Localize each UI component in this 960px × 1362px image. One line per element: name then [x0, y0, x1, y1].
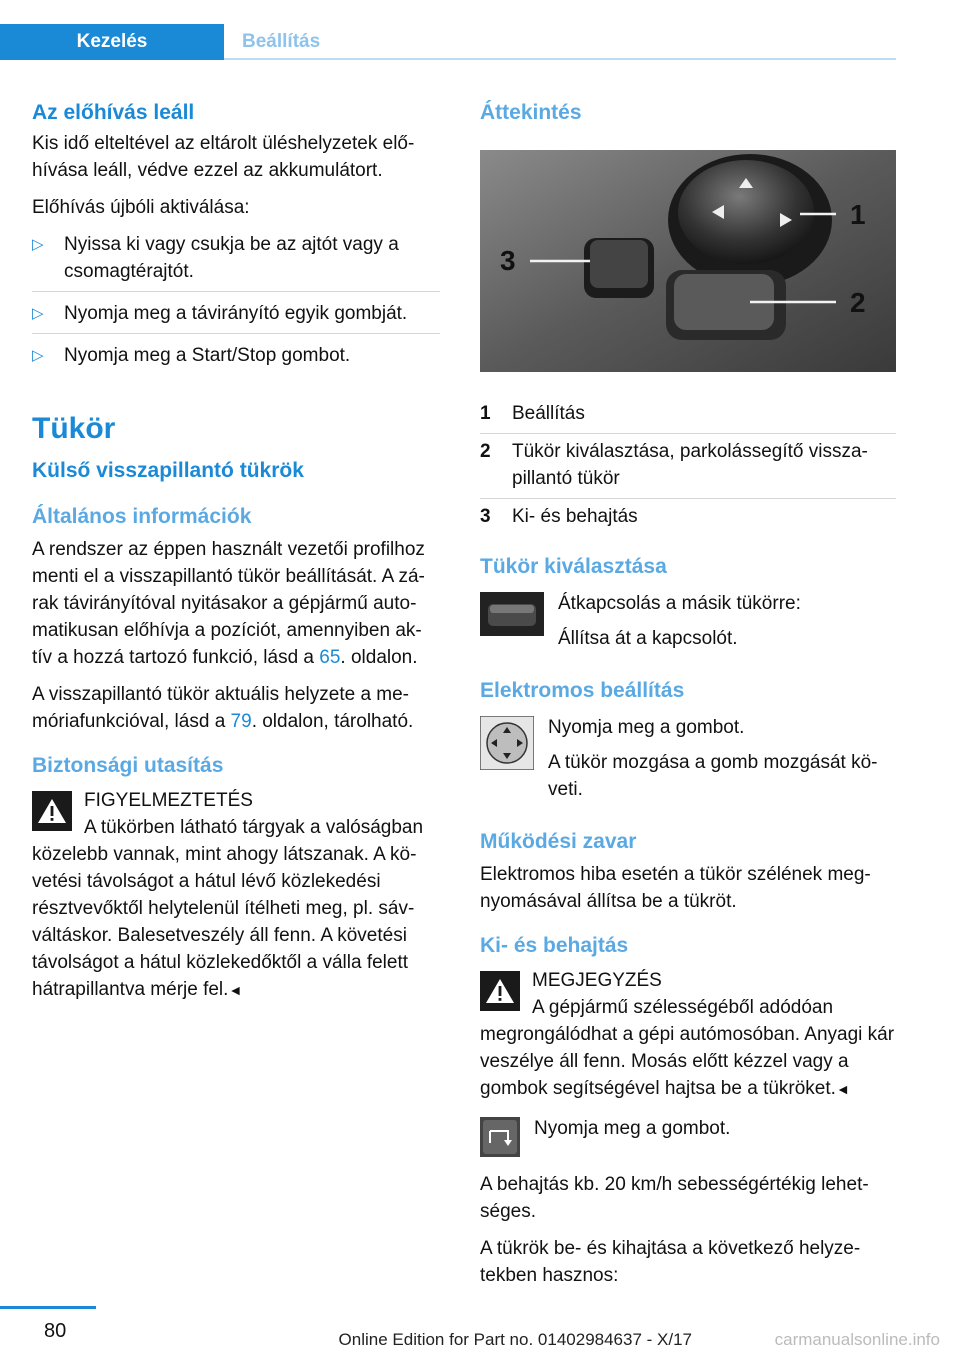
triangle-bullet-icon: ▷ — [32, 236, 44, 253]
section-title-kulso: Külső visszapillantó tükrök — [32, 459, 304, 482]
header-rule — [224, 58, 896, 60]
page-link-65[interactable]: 65 — [319, 647, 341, 668]
step-list — [32, 231, 440, 375]
warning-title: FIGYELMEZTETÉS — [84, 790, 253, 811]
paragraph: Átkapcsolás a másik tükörre: — [558, 593, 801, 614]
tab-kezeles[interactable]: Kezelés — [0, 24, 224, 60]
section-title-biztonsagi: Biztonsági utasítás — [32, 754, 224, 777]
triangle-bullet-icon: ▷ — [32, 347, 44, 364]
triangle-bullet-icon: ▷ — [32, 305, 44, 322]
end-mark: ◄ — [835, 1081, 850, 1097]
note-block — [480, 967, 896, 1103]
mirror-selector-switch-icon — [480, 592, 544, 636]
photo-label-1: 1 — [850, 199, 866, 230]
warning-triangle-icon — [32, 791, 72, 831]
section-title-attekintes: Áttekintés — [480, 101, 582, 124]
end-mark: ◄ — [228, 982, 243, 998]
paragraph: Elektromos hiba esetén a tükör szélének meg-nyomásával állítsa be a tükröt. — [480, 864, 871, 912]
paragraph: A behajtás kb. 20 km/h sebességértékig lehet-séges. — [480, 1174, 869, 1222]
selector-block — [480, 590, 896, 660]
note-text: A gépjármű szélességéből adódóan megrongálódhat a gépi autómosóban. Anyagi kár veszélye áll fenn. Mosás előtt kézzel vagy a gombok segítségével hajtsa be a tükröket. — [480, 997, 895, 1099]
mirror-control-photo — [480, 150, 896, 372]
adjust-block — [480, 714, 896, 811]
warning-triangle-icon — [480, 971, 520, 1011]
fold-button-block — [480, 1115, 896, 1157]
footer-rule — [0, 1306, 96, 1309]
paragraph: Állítsa át a kapcsolót. — [558, 628, 738, 649]
section-title-altalanos: Általános információk — [32, 505, 252, 528]
photo-label-2: 2 — [850, 287, 866, 318]
list-item: ▷ Nyomja meg a Start/Stop gombot. — [32, 342, 440, 375]
warning-text: A tükörben látható tárgyak a valóságban közelebb vannak, mint ahogy látszanak. A kö-vetési távolságot a hátul lévő közlekedési résztvevőktől helytelenül ítélheti meg, pl. sáv-váltáskor. Balesetveszély áll fenn. A követési távolságot a hátul közlekedőktől a válla felett hátrapillantva mérje fel. — [32, 817, 424, 1000]
paragraph: Kis idő elteltével az eltárolt üléshelyzetek elő-hívása leáll, védve ezzel az akkumulátort. — [32, 133, 415, 181]
mirror-adjust-knob-icon — [480, 716, 534, 770]
edition-text: Online Edition for Part no. 01402984637 - X/17 — [338, 1330, 692, 1349]
page-link-79[interactable]: 79 — [230, 711, 252, 732]
note-title: MEGJEGYZÉS — [532, 970, 662, 991]
paragraph: Előhívás újbóli aktiválása: — [32, 197, 250, 218]
paragraph: Nyomja meg a gombot. — [548, 717, 745, 738]
list-item: ▷ Nyomja meg a távirányító egyik gombját. — [32, 300, 440, 334]
page-number: 80 — [44, 1320, 67, 1342]
header-tabs — [0, 24, 320, 60]
paragraph: A visszapillantó tükör aktuális helyzete a me-móriafunkcióval, lásd a 79. oldalon, tárolható. — [32, 684, 414, 732]
mirror-fold-button-icon — [480, 1117, 520, 1157]
paragraph: A rendszer az éppen használt vezetői profilhoz menti el a visszapillantó tükör beállítását. A zá-rak távirányítóval nyitásakor a gépjármű auto-matikusan előhívja a pozíciót, amennyiben ak-tív a hozzá tartozó funkció, lásd a 65. oldalon. — [32, 539, 425, 668]
watermark: carmanualsonline.info — [774, 1330, 940, 1349]
chapter-title-tukor: Tükör — [32, 412, 116, 445]
section-title-behajtas: Ki- és behajtás — [480, 934, 629, 957]
paragraph: A tükrök be- és kihajtása a következő helyze-tekben hasznos: — [480, 1238, 861, 1286]
section-title-zavar: Működési zavar — [480, 830, 637, 853]
paragraph: A tükör mozgása a gomb mozgását kö-veti. — [548, 752, 878, 800]
list-item: 2 Tükör kiválasztása, parkolássegítő vissza-pillantó tükör — [480, 434, 896, 499]
tab-beallitas[interactable]: Beállítás — [242, 31, 321, 52]
paragraph: Nyomja meg a gombot. — [534, 1118, 731, 1139]
list-item: 1 Beállítás — [480, 396, 896, 434]
section-title-elektromos: Elektromos beállítás — [480, 679, 685, 702]
legend-list — [480, 396, 896, 536]
photo-label-3: 3 — [500, 245, 516, 276]
list-item: ▷ Nyissa ki vagy csukja be az ajtót vagy a csomagtérajtót. — [32, 231, 440, 292]
left-column — [32, 98, 440, 1016]
list-item: 3 Ki- és behajtás — [480, 506, 638, 527]
section-title-kivalasztas: Tükör kiválasztása — [480, 555, 667, 578]
right-column — [480, 98, 896, 1299]
warning-block — [32, 787, 440, 1004]
section-title-elohivas: Az előhívás leáll — [32, 101, 195, 124]
